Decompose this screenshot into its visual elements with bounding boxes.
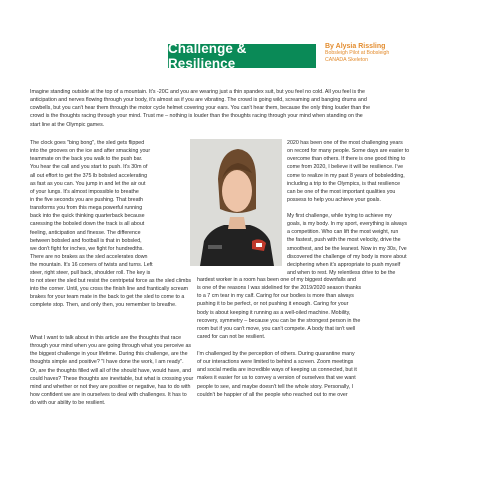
text-line: caressing the bobsled down the track is all about	[30, 221, 145, 228]
text-line: including a trip to the Olympics, is that resilience	[287, 180, 401, 187]
text-line: teammate on the back you walk to the push bar.	[30, 156, 143, 163]
text-line: to a 7 cm tear in my calf. Caring for our bodies is more than always	[197, 293, 354, 300]
text-line: cared for can not be resilient.	[197, 333, 266, 340]
title-banner	[168, 41, 316, 71]
left-column-paragraph-1	[30, 139, 184, 277]
text-line: transforms you from this mega powerful running	[30, 205, 143, 212]
text-line: we don't fight for inches, we fight for hundredths.	[30, 245, 144, 252]
text-line: do with our ability to be resilient.	[30, 400, 106, 407]
text-line: room but if you can't move, you can't compete. A body that isn't well	[197, 325, 356, 332]
text-line: You hear the call and you start to push. It's 30m of	[30, 164, 148, 171]
text-line: What I want to talk about in this article are the thoughts that race	[30, 335, 182, 341]
text-line: makes it easier for us to convey a version of ourselves that we want	[197, 375, 356, 382]
text-line: hardest worker in a room has been one of my biggest downfalls and	[197, 277, 356, 283]
text-line: and when to rest. My relentless drive to be the	[287, 269, 396, 276]
text-line: complete stop. Then, and only then, you remember to breathe.	[30, 302, 177, 309]
text-line: could haves? These thoughts are inevitable, but what is crossing your	[30, 375, 194, 382]
text-line: to not steer the sled but resist the centripetal force as the sled climbs	[30, 278, 192, 284]
author-name: By Alysia Rissling	[325, 43, 386, 50]
text-line: how confident we are in ourselves to deal with challenges. It has to	[30, 391, 187, 398]
text-line: is one of the reasons I was sidelined for the 2019/2020 season thanks	[197, 285, 362, 292]
text-line: My first challenge, while trying to achieve my	[287, 213, 392, 219]
text-line: in the five seconds you are pushing. That breath	[30, 196, 143, 203]
author-role: Bobsleigh Pilot at Bobsleigh	[325, 50, 390, 56]
text-line: into the grooves on the ice and after smacking your	[30, 148, 151, 155]
text-line: possess to help you achieve your goals.	[287, 196, 381, 203]
text-line: Or, are the thoughts filled will all of the should have, would have, and	[30, 367, 192, 374]
portrait-illustration	[190, 139, 282, 266]
text-line: into the corner. Until, you cross the finish line and frantically scream	[30, 286, 189, 293]
text-line: of your lungs. It's almost impossible to breathe	[30, 188, 139, 195]
text-line: start line at the Olympic games.	[30, 121, 105, 128]
text-line: come from 2020, I believe it will be resilience. I've	[287, 164, 404, 171]
text-line: anticipation and nerves flowing through your body, it's almost as if you are vibrating. The crowd is going wild, screaming and banging drums and	[30, 97, 367, 104]
text-line: on record for many people. Some days are easier to	[287, 148, 410, 155]
text-line: couldn't be happier of all the people who reached out to me over	[197, 391, 348, 398]
byline	[325, 43, 389, 64]
text-line: steer, right steer, pull back, shoulder roll. The key is	[30, 270, 151, 277]
text-line: through your mind when you are going through what you perceive as	[30, 343, 192, 350]
text-line: crowd is the thoughts racing through your mind. Trust me – nothing is louder than the thoughts racing through your mind when standing on the	[30, 113, 363, 120]
text-line: people to see, and maybe doesn't tell the whole story. Personally, I	[197, 383, 353, 390]
text-line: smoothest, and be the leanest. Now in my 30s, I've	[287, 245, 407, 252]
text-line: the mountain. It's 16 corners of twists and turns. Left	[30, 262, 153, 269]
text-line: I'm challenged by the perception of others. During quarantine many	[197, 351, 355, 357]
author-org: CANADA Skeleton	[325, 57, 368, 63]
right-column-paragraph-3	[197, 350, 451, 399]
text-line: discovered the challenge of my body is more about	[287, 253, 407, 260]
text-line: of our interactions were limited to behind a screen. Zoom meetings	[197, 359, 354, 366]
text-line: Imagine standing outside at the top of a mountain. It's -20C and you are wearing just a thin spandex suit, but you feel no cold. All you feel is the	[30, 89, 365, 95]
text-line: deciphering when it's appropriate to push myself	[287, 261, 401, 268]
author-photo	[190, 139, 282, 266]
text-line: the fastest, push with the most velocity, drive the	[287, 237, 401, 244]
text-line: all out effort to get the 375 lb bobsled accelerating	[30, 172, 148, 179]
text-line: thoughts simple and positive? "I have done the work, I am ready".	[30, 359, 184, 366]
text-line: as fast as you can. You jump in and let the air out	[30, 180, 146, 187]
text-line: between bobsled and football is that in bobsled,	[30, 237, 142, 244]
intro-paragraph	[30, 88, 451, 129]
text-line: feeling, anticipation and finesse. The difference	[30, 229, 141, 236]
text-line: mind and whether or not they are positive or negative, has to do with	[30, 383, 191, 390]
text-line: pushing it to be perfect, or not pushing it enough. Caring for your	[197, 301, 349, 308]
right-wide-paragraph	[197, 276, 451, 341]
article-title: Challenge & Resilience	[168, 41, 247, 71]
text-line: overcome than others. If there is one good thing to	[287, 156, 406, 163]
text-line: brakes for your team mate in the back to get the sled to come to a	[30, 294, 185, 301]
text-line: There are no brakes as the sled accelerates down	[30, 253, 148, 260]
text-line: come to realize in my past 8 years of bobsledding,	[287, 172, 405, 179]
text-line: recovery, symmetry – because you can be the strongest person in the	[197, 317, 361, 324]
text-line: can be one of the most important qualities you	[287, 188, 396, 195]
text-line: back into the quick thinking quarterback because	[30, 213, 145, 220]
text-line: and social media are incredible ways of keeping us connected, but it	[197, 367, 357, 374]
right-column-paragraph-1	[287, 139, 451, 204]
text-line: cowbells, but you can't hear them through the motor cycle helmet covering your ears. You can't hear them, because the only thing louder than the	[30, 105, 371, 112]
text-line: goals, is my body. In my sport, everything is always	[287, 221, 408, 228]
text-line: body is about keeping it running as a well-oiled machine. Mobility,	[197, 309, 351, 316]
text-line: 2020 has been one of the most challenging years	[287, 140, 403, 146]
text-line: the biggest challenge in your lifetime. During this challenge, are the	[30, 351, 188, 358]
text-line: The clock goes "bing bong", the sled gets flipped	[30, 140, 145, 146]
text-line: a competition. Who can lift the most weight, run	[287, 229, 399, 236]
right-column-paragraph-2	[287, 212, 451, 277]
